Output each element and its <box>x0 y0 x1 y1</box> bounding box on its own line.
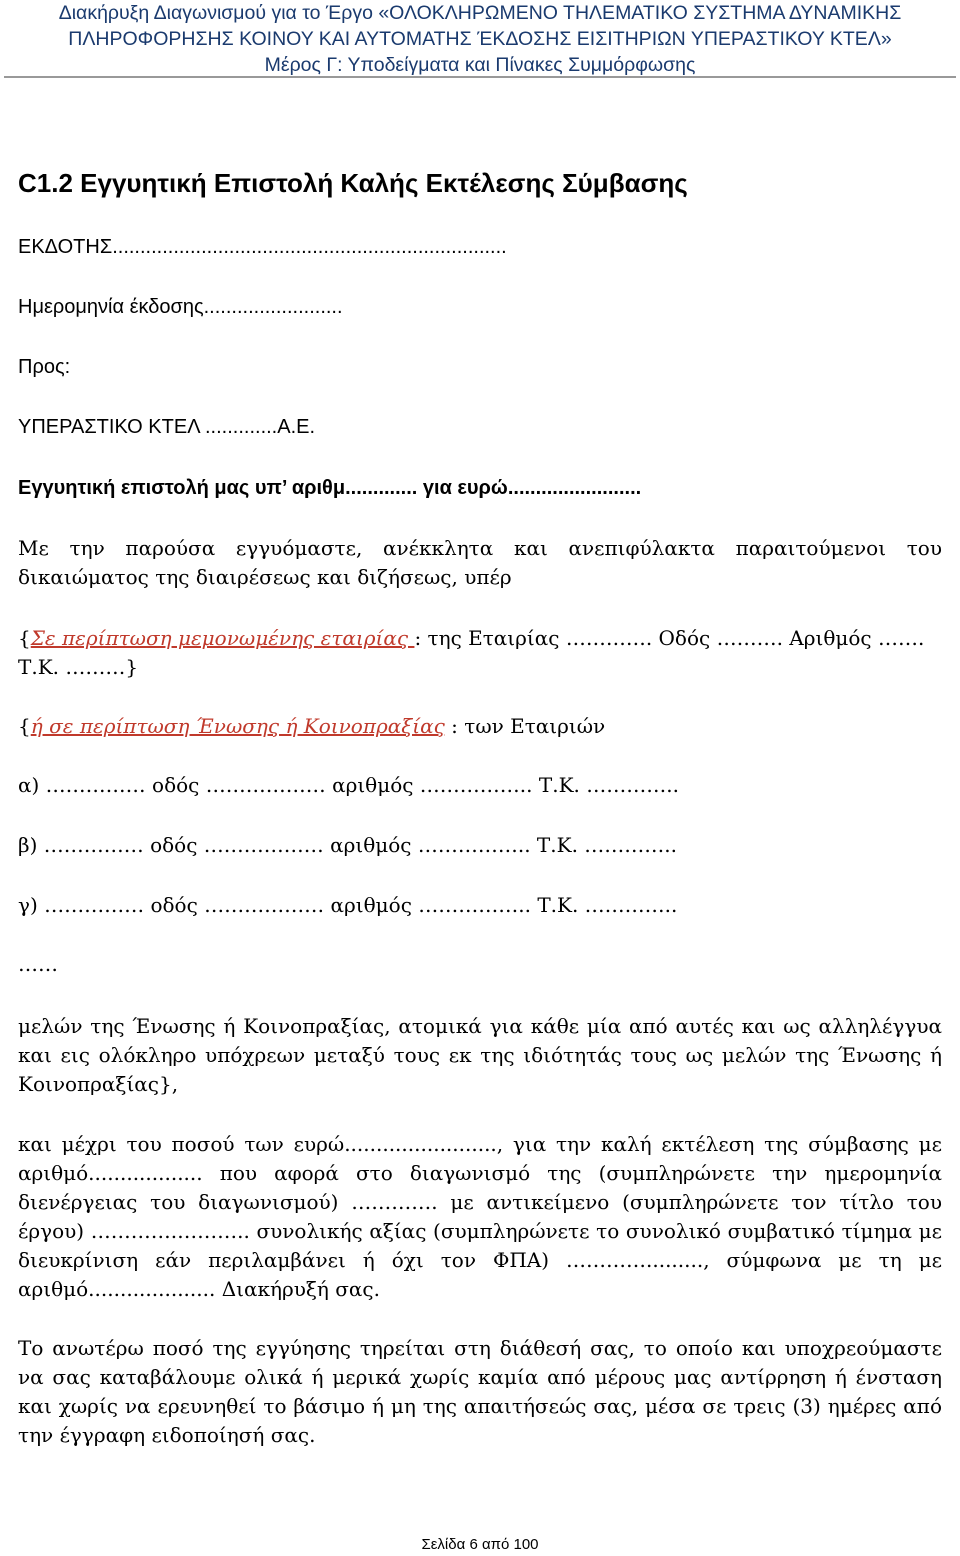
brace-open: { <box>18 626 31 650</box>
issue-date-line: Ημερομηνία έκδοσης......................... <box>18 296 343 318</box>
header-line-3: Μέρος Γ: Υποδείγματα και Πίνακες Συμμόρφωσης <box>264 54 696 76</box>
issuer-line: ΕΚΔΟΤΗΣ....................................................................... <box>18 236 507 258</box>
availability-paragraph: Το ανωτέρω ποσό της εγγύησης τηρείται στη διάθεσή σας, το οποίο και υποχρεούμαστε να σας καταβάλουμε ολικά ή μερικά χωρίς καμία από μέρους μας αντίρρηση ή ένσταση και χωρίς να ερευνηθεί το βάσιμο ή μη της απαιτήσεώς σας, μέσα σε τρεις (3) ημέρες από την έγγραφη ειδοποίησή σας. <box>18 1336 942 1447</box>
brace-open-2: { <box>18 714 31 738</box>
section-title: C1.2 Εγγυητική Επιστολή Καλής Εκτέλεσης Σύμβασης <box>18 168 688 198</box>
header-line-2: ΠΛΗΡΟΦΟΡΗΣΗΣ ΚΟΙΝΟΥ ΚΑΙ ΑΥΤΟΜΑΤΗΣ ΈΚΔΟΣΗΣ ΕΙΣΙΤΗΡΙΩΝ ΥΠΕΡΑΣΤΙΚΟΥ ΚΤΕΛ» <box>68 28 892 50</box>
recipient-line: ΥΠΕΡΑΣΤΙΚΟ ΚΤΕΛ .............Α.Ε. <box>18 416 316 438</box>
document-header <box>0 0 960 78</box>
intro-paragraph <box>18 534 942 592</box>
single-company-line <box>18 626 924 650</box>
consortium-link[interactable]: ή σε περίπτωση Ένωσης ή Κοινοπραξίας <box>30 714 445 738</box>
page-footer: Σελίδα 6 από 100 <box>421 1536 539 1553</box>
single-company-text: : της Εταιρίας …………. Οδός ………. Αριθμός ……. <box>414 626 925 650</box>
header-line-1: Διακήρυξη Διαγωνισμού για το Έργο «ΟΛΟΚΛΗΡΩΜΕΝΟ ΤΗΛΕΜΑΤΙΚΟ ΣΥΣΤΗΜΑ ΔΥΝΑΜΙΚΗΣ <box>58 2 902 24</box>
member-c: γ) …………… οδός ……………… αριθμός …………….. Τ.Κ. ………….. <box>18 893 678 917</box>
members-ellipsis: …… <box>18 952 58 976</box>
intro-text: Με την παρούσα εγγυόμαστε, ανέκκλητα και ανεπιφύλακτα παραιτούμενοι του δικαιώματος της διαιρέσεως και διζήσεως, υπέρ <box>18 536 942 589</box>
consortium-text: : των Εταιριών <box>444 714 606 738</box>
single-company-link[interactable]: Σε περίπτωση μεμονωμένης εταιρίας <box>30 626 415 650</box>
member-b: β) …………… οδός ……………… αριθμός …………….. Τ.Κ. ………….. <box>18 833 678 857</box>
member-a: α) …………… οδός ……………… αριθμός …………….. Τ.Κ. ………….. <box>18 773 679 797</box>
to-label: Προς: <box>18 356 71 378</box>
single-company-line-2: Τ.Κ. ………} <box>18 655 139 679</box>
consortium-line <box>18 714 605 738</box>
header-divider <box>4 76 956 78</box>
guarantee-reference: Εγγυητική επιστολή μας υπ’ αριθμ............. για ευρώ........................ <box>18 477 642 499</box>
amount-paragraph: και μέχρι του ποσού των ευρώ........................, για την καλή εκτέλεση της σύμβασης με αριθμό.................. που αφορά στο διαγωνισμό της (συμπληρώνετε την ημερομηνία διενέργειας του διαγωνισμού) …………. με αντικείμενο (συμπληρώνετε τον τίτλο του έργου) ………….……….. συνολικής αξίας (συμπληρώνετε το συνολικό συμβατικό τίμημα με διευκρίνιση εάν περιλαμβάνει ή όχι τον ΦΠΑ) …………........., σύμφωνα με τη με αριθμό.................... Διακήρυξή σας. <box>18 1132 942 1301</box>
members-paragraph: μελών της Ένωσης ή Κοινοπραξίας, ατομικά για κάθε μία από αυτές και ως αλληλέγγυα και εις ολόκληρο υπόχρεων μεταξύ τους εκ της ιδιότητάς τους ως μελών της Ένωσης ή Κοινοπραξίας}, <box>18 1014 942 1096</box>
